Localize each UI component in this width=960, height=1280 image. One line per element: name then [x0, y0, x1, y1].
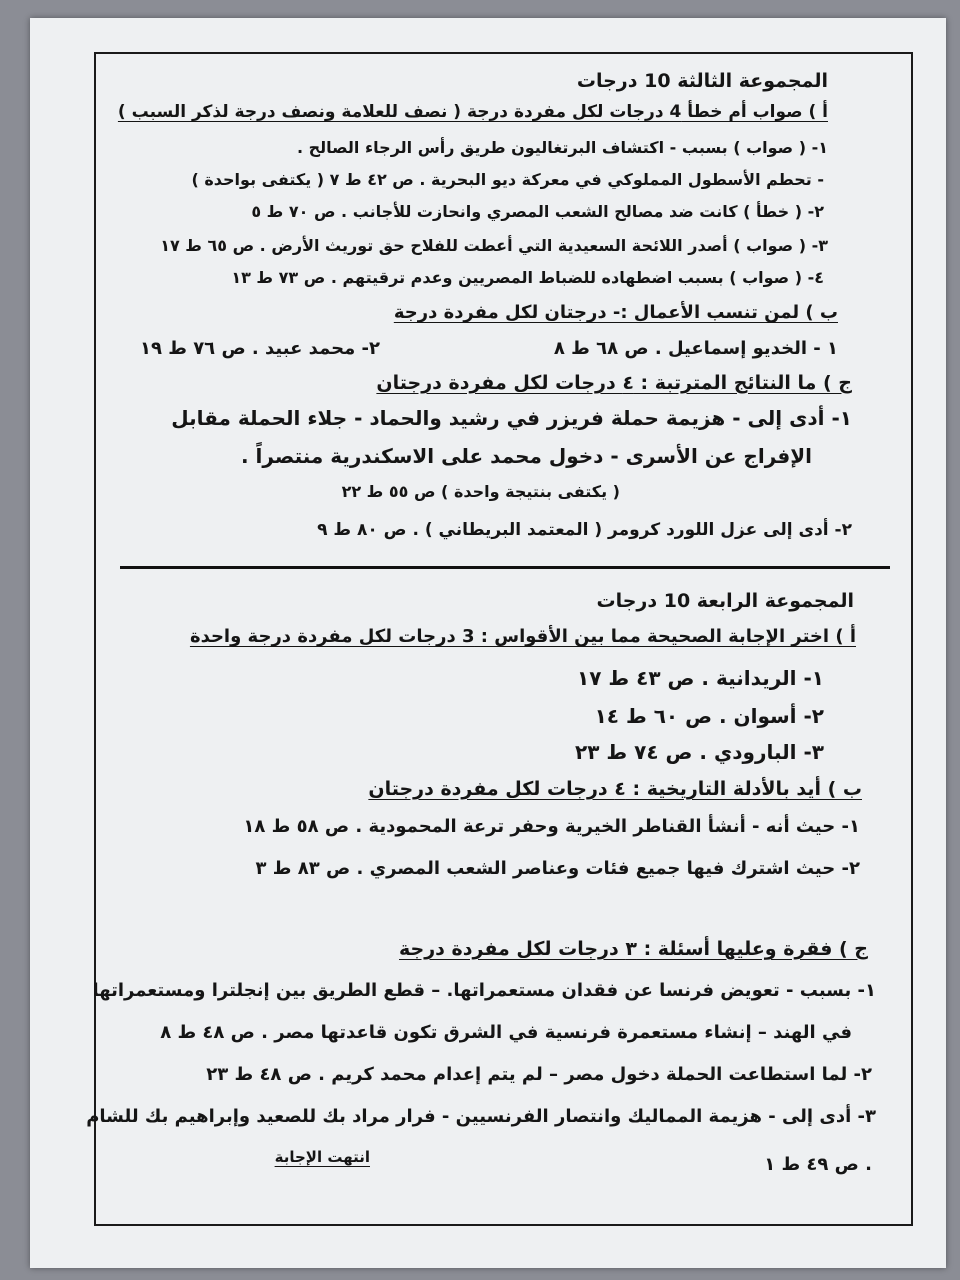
group3-a-title: أ ) صواب أم خطأ 4 درجات لكل مفردة درجة ( نصف للعلامة ونصف درجة لذكر السبب ) [117, 102, 828, 122]
group4-b-item: ٢- حيث اشترك فيها جميع فئات وعناصر الشعب المصري . ص ٨٣ ط ٣ [255, 858, 860, 879]
group3-header: المجموعة الثالثة 10 درجات [576, 70, 828, 92]
group3-c-title: ج ) ما النتائج المترتبة : ٤ درجات لكل مفردة درجتان [376, 372, 852, 394]
group4-header: المجموعة الرابعة 10 درجات [596, 590, 854, 612]
end-of-answers-note: انتهت الإجابة [274, 1148, 370, 1166]
group4-c-item: ٣- أدى إلى - هزيمة المماليك وانتصار الفرنسيين - فرار مراد بك للصعيد وإبراهيم بك للشام [86, 1106, 876, 1127]
group3-c-item: ( يكتفى بنتيجة واحدة ) ص ٥٥ ط ٢٢ [341, 482, 620, 501]
group3-b-item: ٢- محمد عبيد . ص ٧٦ ط ١٩ [139, 338, 380, 359]
group4-b-item: ١- حيث أنه - أنشأ القناطر الخيرية وحفر ترعة المحمودية . ص ٥٨ ط ١٨ [243, 816, 860, 837]
group4-b-title: ب ) أيد بالأدلة التاريخية : ٤ درجات لكل مفردة درجتان [368, 778, 862, 800]
group4-c-ref: . ص ٤٩ ط ١ [764, 1154, 872, 1175]
group3-c-item: ٢- أدى إلى عزل اللورد كرومر ( المعتمد البريطاني ) . ص ٨٠ ط ٩ [317, 520, 852, 540]
group3-a-item: ٢- ( خطأ ) كانت ضد مصالح الشعب المصري وانحازت للأجانب . ص ٧٠ ط ٥ [251, 202, 824, 221]
group4-c-item: في الهند – إنشاء مستعمرة فرنسية في الشرق تكون قاعدتها مصر . ص ٤٨ ط ٨ [160, 1022, 852, 1043]
section-divider [120, 566, 890, 569]
group4-c-title: ج ) فقرة وعليها أسئلة : ٣ درجات لكل مفردة درجة [399, 938, 868, 960]
group4-a-title: أ ) اختر الإجابة الصحيحة مما بين الأقواس : 3 درجات لكل مفردة درجة واحدة [189, 626, 856, 647]
group3-c-item: الإفراج عن الأسرى - دخول محمد على الاسكندرية منتصراً . [241, 444, 812, 468]
group4-a-item: ١- الريدانية . ص ٤٣ ط ١٧ [577, 666, 824, 690]
group4-c-item: ٢- لما استطاعت الحملة دخول مصر – لم يتم إعدام محمد كريم . ص ٤٨ ط ٢٣ [206, 1064, 872, 1085]
group3-c-item: ١- أدى إلى - هزيمة حملة فريزر في رشيد والحماد - جلاء الحملة مقابل [171, 406, 852, 430]
group3-a-item: - تحطم الأسطول المملوكي في معركة ديو البحرية . ص ٤٢ ط ٧ ( يكتفى بواحدة ) [191, 170, 824, 189]
group3-a-item: ٣- ( صواب ) أصدر اللائحة السعيدية التي أعطت للفلاح حق توريث الأرض . ص ٦٥ ط ١٧ [160, 236, 828, 255]
group4-a-item: ٣- البارودي . ص ٧٤ ط ٢٣ [575, 740, 824, 764]
group4-c-item: ١- بسبب - تعويض فرنسا عن فقدان مستعمراتها. – قطع الطريق بين إنجلترا ومستعمراتها [92, 980, 876, 1001]
group4-a-item: ٢- أسوان . ص ٦٠ ط ١٤ [594, 704, 824, 728]
group3-a-item: ١- ( صواب ) بسبب - اكتشاف البرتغاليون طريق رأس الرجاء الصالح . [296, 138, 828, 157]
group3-b-title: ب ) لمن تنسب الأعمال :- درجتان لكل مفردة درجة [393, 302, 838, 323]
group3-b-item: ١ - الخديو إسماعيل . ص ٦٨ ط ٨ [553, 338, 838, 359]
group3-a-item: ٤- ( صواب ) بسبب اضطهاده للضباط المصريين وعدم ترقيتهم . ص ٧٣ ط ١٣ [231, 268, 824, 287]
